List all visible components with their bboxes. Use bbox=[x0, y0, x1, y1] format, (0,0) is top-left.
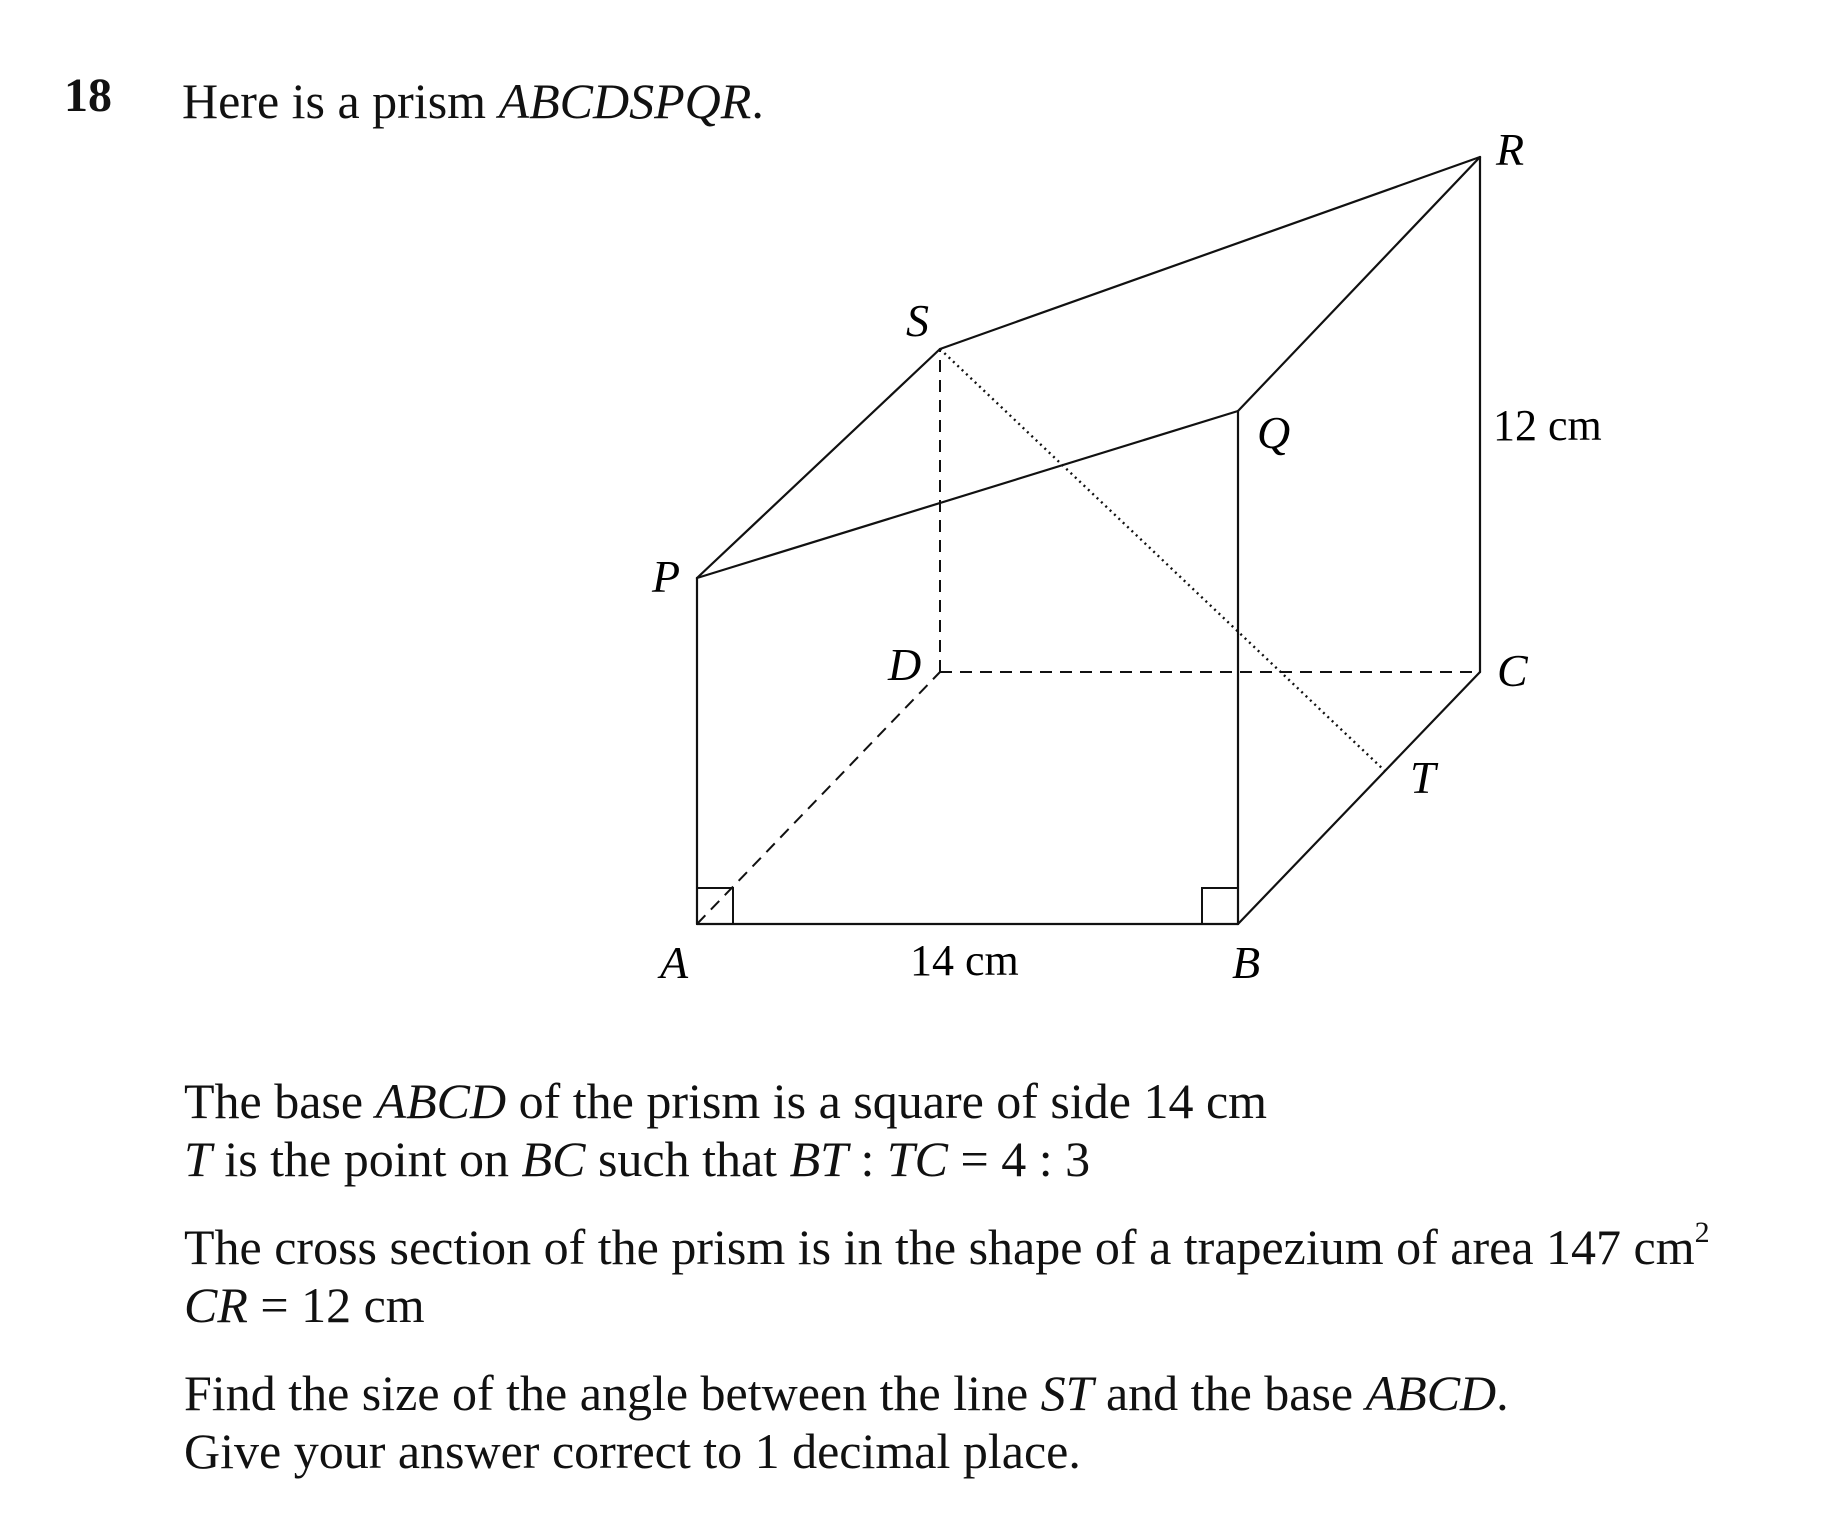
vertex-label-c: C bbox=[1497, 645, 1528, 696]
prism-name: ABCDSPQR bbox=[498, 73, 752, 129]
math-st: ST bbox=[1040, 1365, 1094, 1421]
text-run: : bbox=[847, 1131, 887, 1187]
math-t: T bbox=[184, 1131, 212, 1187]
precision-instruction bbox=[184, 1422, 1509, 1480]
vertex-label-d: D bbox=[888, 639, 922, 690]
paragraph-task bbox=[184, 1364, 1509, 1480]
text-run: such that bbox=[585, 1131, 790, 1187]
paragraph-cross-section bbox=[184, 1218, 1710, 1334]
edge-bc bbox=[1238, 672, 1480, 924]
intro-period: . bbox=[751, 73, 764, 129]
edge-pq bbox=[697, 411, 1238, 578]
edge-ps bbox=[697, 349, 940, 578]
cross-section-statement bbox=[184, 1218, 1710, 1276]
base-statement bbox=[184, 1072, 1267, 1130]
math-bc: BC bbox=[521, 1131, 586, 1187]
math-cr: CR bbox=[184, 1277, 248, 1333]
edge-qr bbox=[1238, 157, 1480, 411]
math-bt: BT bbox=[789, 1131, 848, 1187]
text-run: . bbox=[1496, 1365, 1509, 1421]
vertex-label-t: T bbox=[1410, 752, 1436, 803]
text-run: is the point on bbox=[211, 1131, 522, 1187]
vertex-label-s: S bbox=[906, 295, 929, 346]
measurement-height: 12 cm bbox=[1493, 401, 1602, 450]
math-abcd: ABCD bbox=[1365, 1365, 1497, 1421]
superscript: 2 bbox=[1694, 1216, 1710, 1249]
vertex-label-p: P bbox=[652, 551, 681, 602]
line-st bbox=[940, 349, 1385, 771]
text-run: The base bbox=[184, 1073, 376, 1129]
text-run: Give your answer correct to 1 decimal place. bbox=[184, 1423, 1081, 1479]
right-angle-marker-b bbox=[1202, 888, 1238, 924]
vertex-label-b: B bbox=[1232, 937, 1261, 988]
text-run: of the prism is a square of side 14 cm bbox=[506, 1073, 1268, 1129]
measurement-base: 14 cm bbox=[910, 936, 1019, 985]
edge-sr bbox=[940, 157, 1480, 349]
hidden-edge-ad bbox=[697, 672, 940, 924]
text-run: Find the size of the angle between the line bbox=[184, 1365, 1041, 1421]
text-run: = 4 : 3 bbox=[948, 1131, 1091, 1187]
text-run: and the base bbox=[1093, 1365, 1366, 1421]
ratio-statement bbox=[184, 1130, 1267, 1188]
task-statement bbox=[184, 1364, 1509, 1422]
vertex-label-a: A bbox=[660, 937, 689, 988]
text-run: = 12 cm bbox=[247, 1277, 425, 1333]
math-tc: TC bbox=[886, 1131, 949, 1187]
intro-text: Here is a prism bbox=[182, 73, 499, 129]
paragraph-base-info bbox=[184, 1072, 1267, 1188]
question-number: 18 bbox=[64, 69, 112, 122]
vertex-label-q: Q bbox=[1257, 407, 1291, 458]
vertex-label-r: R bbox=[1496, 124, 1525, 175]
text-run: The cross section of the prism is in the shape of a trapezium of area 147 cm bbox=[184, 1219, 1695, 1275]
cr-statement bbox=[184, 1276, 1710, 1334]
math-abcd: ABCD bbox=[375, 1073, 507, 1129]
